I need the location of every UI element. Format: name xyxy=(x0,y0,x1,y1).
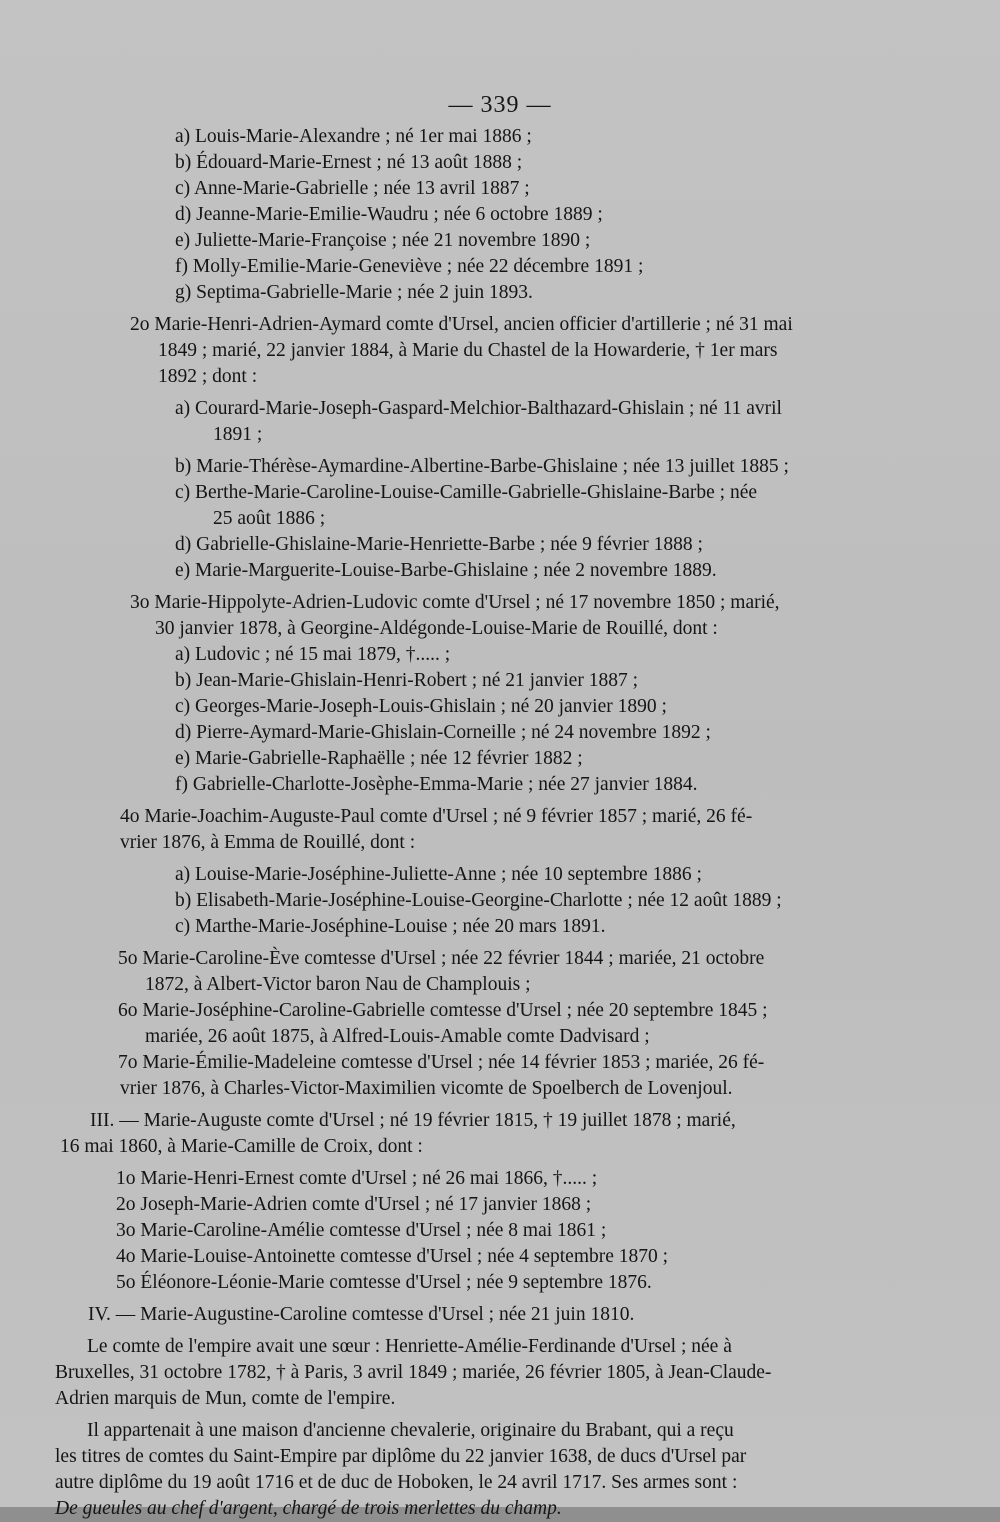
text-line: e) Juliette-Marie-Françoise ; née 21 novembre 1890 ; xyxy=(175,230,591,251)
text-line: vrier 1876, à Emma de Rouillé, dont : xyxy=(120,832,416,853)
page-number: — 339 — xyxy=(448,92,552,118)
text-line: 1892 ; dont : xyxy=(158,366,258,387)
text-line: 5o Éléonore-Léonie-Marie comtesse d'Ursel ; née 9 septembre 1876. xyxy=(116,1272,652,1293)
text-line: a) Ludovic ; né 15 mai 1879, †..... ; xyxy=(175,644,451,665)
text-line: g) Septima-Gabrielle-Marie ; née 2 juin 1893. xyxy=(175,282,533,303)
text-line: 1849 ; marié, 22 janvier 1884, à Marie du Chastel de la Howarderie, † 1er mars xyxy=(158,340,778,361)
genealogy-text xyxy=(0,124,1000,1522)
text-line: Il appartenait à une maison d'ancienne chevalerie, originaire du Brabant, qui a reçu xyxy=(87,1420,734,1441)
text-line: b) Édouard-Marie-Ernest ; né 13 août 1888 ; xyxy=(175,152,523,173)
text-line: vrier 1876, à Charles-Victor-Maximilien vicomte de Spoelberch de Lovenjoul. xyxy=(120,1078,733,1099)
text-line: a) Louis-Marie-Alexandre ; né 1er mai 1886 ; xyxy=(175,126,532,147)
text-line: d) Gabrielle-Ghislaine-Marie-Henriette-Barbe ; née 9 février 1888 ; xyxy=(175,534,703,555)
text-line: 1872, à Albert-Victor baron Nau de Champlouis ; xyxy=(145,974,531,995)
text-line: 1o Marie-Henri-Ernest comte d'Ursel ; né 26 mai 1866, †..... ; xyxy=(116,1168,598,1189)
text-line: b) Jean-Marie-Ghislain-Henri-Robert ; né 21 janvier 1887 ; xyxy=(175,670,638,691)
text-line: 2o Joseph-Marie-Adrien comte d'Ursel ; né 17 janvier 1868 ; xyxy=(116,1194,592,1215)
text-line: 2o Marie-Henri-Adrien-Aymard comte d'Ursel, ancien officier d'artillerie ; né 31 mai xyxy=(130,314,793,335)
text-line: c) Georges-Marie-Joseph-Louis-Ghislain ; né 20 janvier 1890 ; xyxy=(175,696,667,717)
text-line: b) Elisabeth-Marie-Joséphine-Louise-Georgine-Charlotte ; née 12 août 1889 ; xyxy=(175,890,782,911)
text-line: e) Marie-Gabrielle-Raphaëlle ; née 12 février 1882 ; xyxy=(175,748,583,769)
text-line: 3o Marie-Hippolyte-Adrien-Ludovic comte d'Ursel ; né 17 novembre 1850 ; marié, xyxy=(130,592,780,613)
text-line: 4o Marie-Joachim-Auguste-Paul comte d'Ursel ; né 9 février 1857 ; marié, 26 fé- xyxy=(120,806,753,827)
text-line: IV. — Marie-Augustine-Caroline comtesse d'Ursel ; née 21 juin 1810. xyxy=(88,1304,635,1325)
text-line: 7o Marie-Émilie-Madeleine comtesse d'Ursel ; née 14 février 1853 ; mariée, 26 fé- xyxy=(118,1052,765,1073)
text-line: 3o Marie-Caroline-Amélie comtesse d'Ursel ; née 8 mai 1861 ; xyxy=(116,1220,607,1241)
text-line: autre diplôme du 19 août 1716 et de duc de Hoboken, le 24 avril 1717. Ses armes sont : xyxy=(55,1472,738,1493)
text-line: c) Berthe-Marie-Caroline-Louise-Camille-Gabrielle-Ghislaine-Barbe ; née xyxy=(175,482,758,503)
text-line: c) Anne-Marie-Gabrielle ; née 13 avril 1887 ; xyxy=(175,178,530,199)
text-line: b) Marie-Thérèse-Aymardine-Albertine-Barbe-Ghislaine ; née 13 juillet 1885 ; xyxy=(175,456,789,477)
text-line: d) Pierre-Aymard-Marie-Ghislain-Corneille ; né 24 novembre 1892 ; xyxy=(175,722,711,743)
text-line: 1891 ; xyxy=(213,424,263,445)
text-line: Le comte de l'empire avait une sœur : Henriette-Amélie-Ferdinande d'Ursel ; née à xyxy=(87,1336,732,1357)
text-line: c) Marthe-Marie-Joséphine-Louise ; née 20 mars 1891. xyxy=(175,916,606,937)
text-line: De gueules au chef d'argent, chargé de trois merlettes du champ. xyxy=(55,1498,562,1519)
text-line: 25 août 1886 ; xyxy=(213,508,326,529)
text-line: 6o Marie-Joséphine-Caroline-Gabrielle comtesse d'Ursel ; née 20 septembre 1845 ; xyxy=(118,1000,768,1021)
text-line: f) Molly-Emilie-Marie-Geneviève ; née 22 décembre 1891 ; xyxy=(175,256,644,277)
text-line: a) Louise-Marie-Joséphine-Juliette-Anne ; née 10 septembre 1886 ; xyxy=(175,864,702,885)
text-line: mariée, 26 août 1875, à Alfred-Louis-Amable comte Dadvisard ; xyxy=(145,1026,650,1047)
text-line: 4o Marie-Louise-Antoinette comtesse d'Ursel ; née 4 septembre 1870 ; xyxy=(116,1246,669,1267)
text-line: III. — Marie-Auguste comte d'Ursel ; né 19 février 1815, † 19 juillet 1878 ; marié, xyxy=(90,1110,736,1131)
text-line: les titres de comtes du Saint-Empire par diplôme du 22 janvier 1638, de ducs d'Ursel par xyxy=(55,1446,747,1467)
text-line: 30 janvier 1878, à Georgine-Aldégonde-Louise-Marie de Rouillé, dont : xyxy=(155,618,718,639)
text-line: 16 mai 1860, à Marie-Camille de Croix, dont : xyxy=(60,1136,423,1157)
text-line: f) Gabrielle-Charlotte-Josèphe-Emma-Marie ; née 27 janvier 1884. xyxy=(175,774,698,795)
text-line: e) Marie-Marguerite-Louise-Barbe-Ghislaine ; née 2 novembre 1889. xyxy=(175,560,717,581)
text-line: Bruxelles, 31 octobre 1782, † à Paris, 3 avril 1849 ; mariée, 26 février 1805, à Jean-Claude- xyxy=(55,1362,772,1383)
text-line: d) Jeanne-Marie-Emilie-Waudru ; née 6 octobre 1889 ; xyxy=(175,204,603,225)
text-line: Adrien marquis de Mun, comte de l'empire. xyxy=(55,1388,396,1409)
text-line: a) Courard-Marie-Joseph-Gaspard-Melchior-Balthazard-Ghislain ; né 11 avril xyxy=(175,398,782,419)
text-line: 5o Marie-Caroline-Ève comtesse d'Ursel ; née 22 février 1844 ; mariée, 21 octobre xyxy=(118,948,765,969)
